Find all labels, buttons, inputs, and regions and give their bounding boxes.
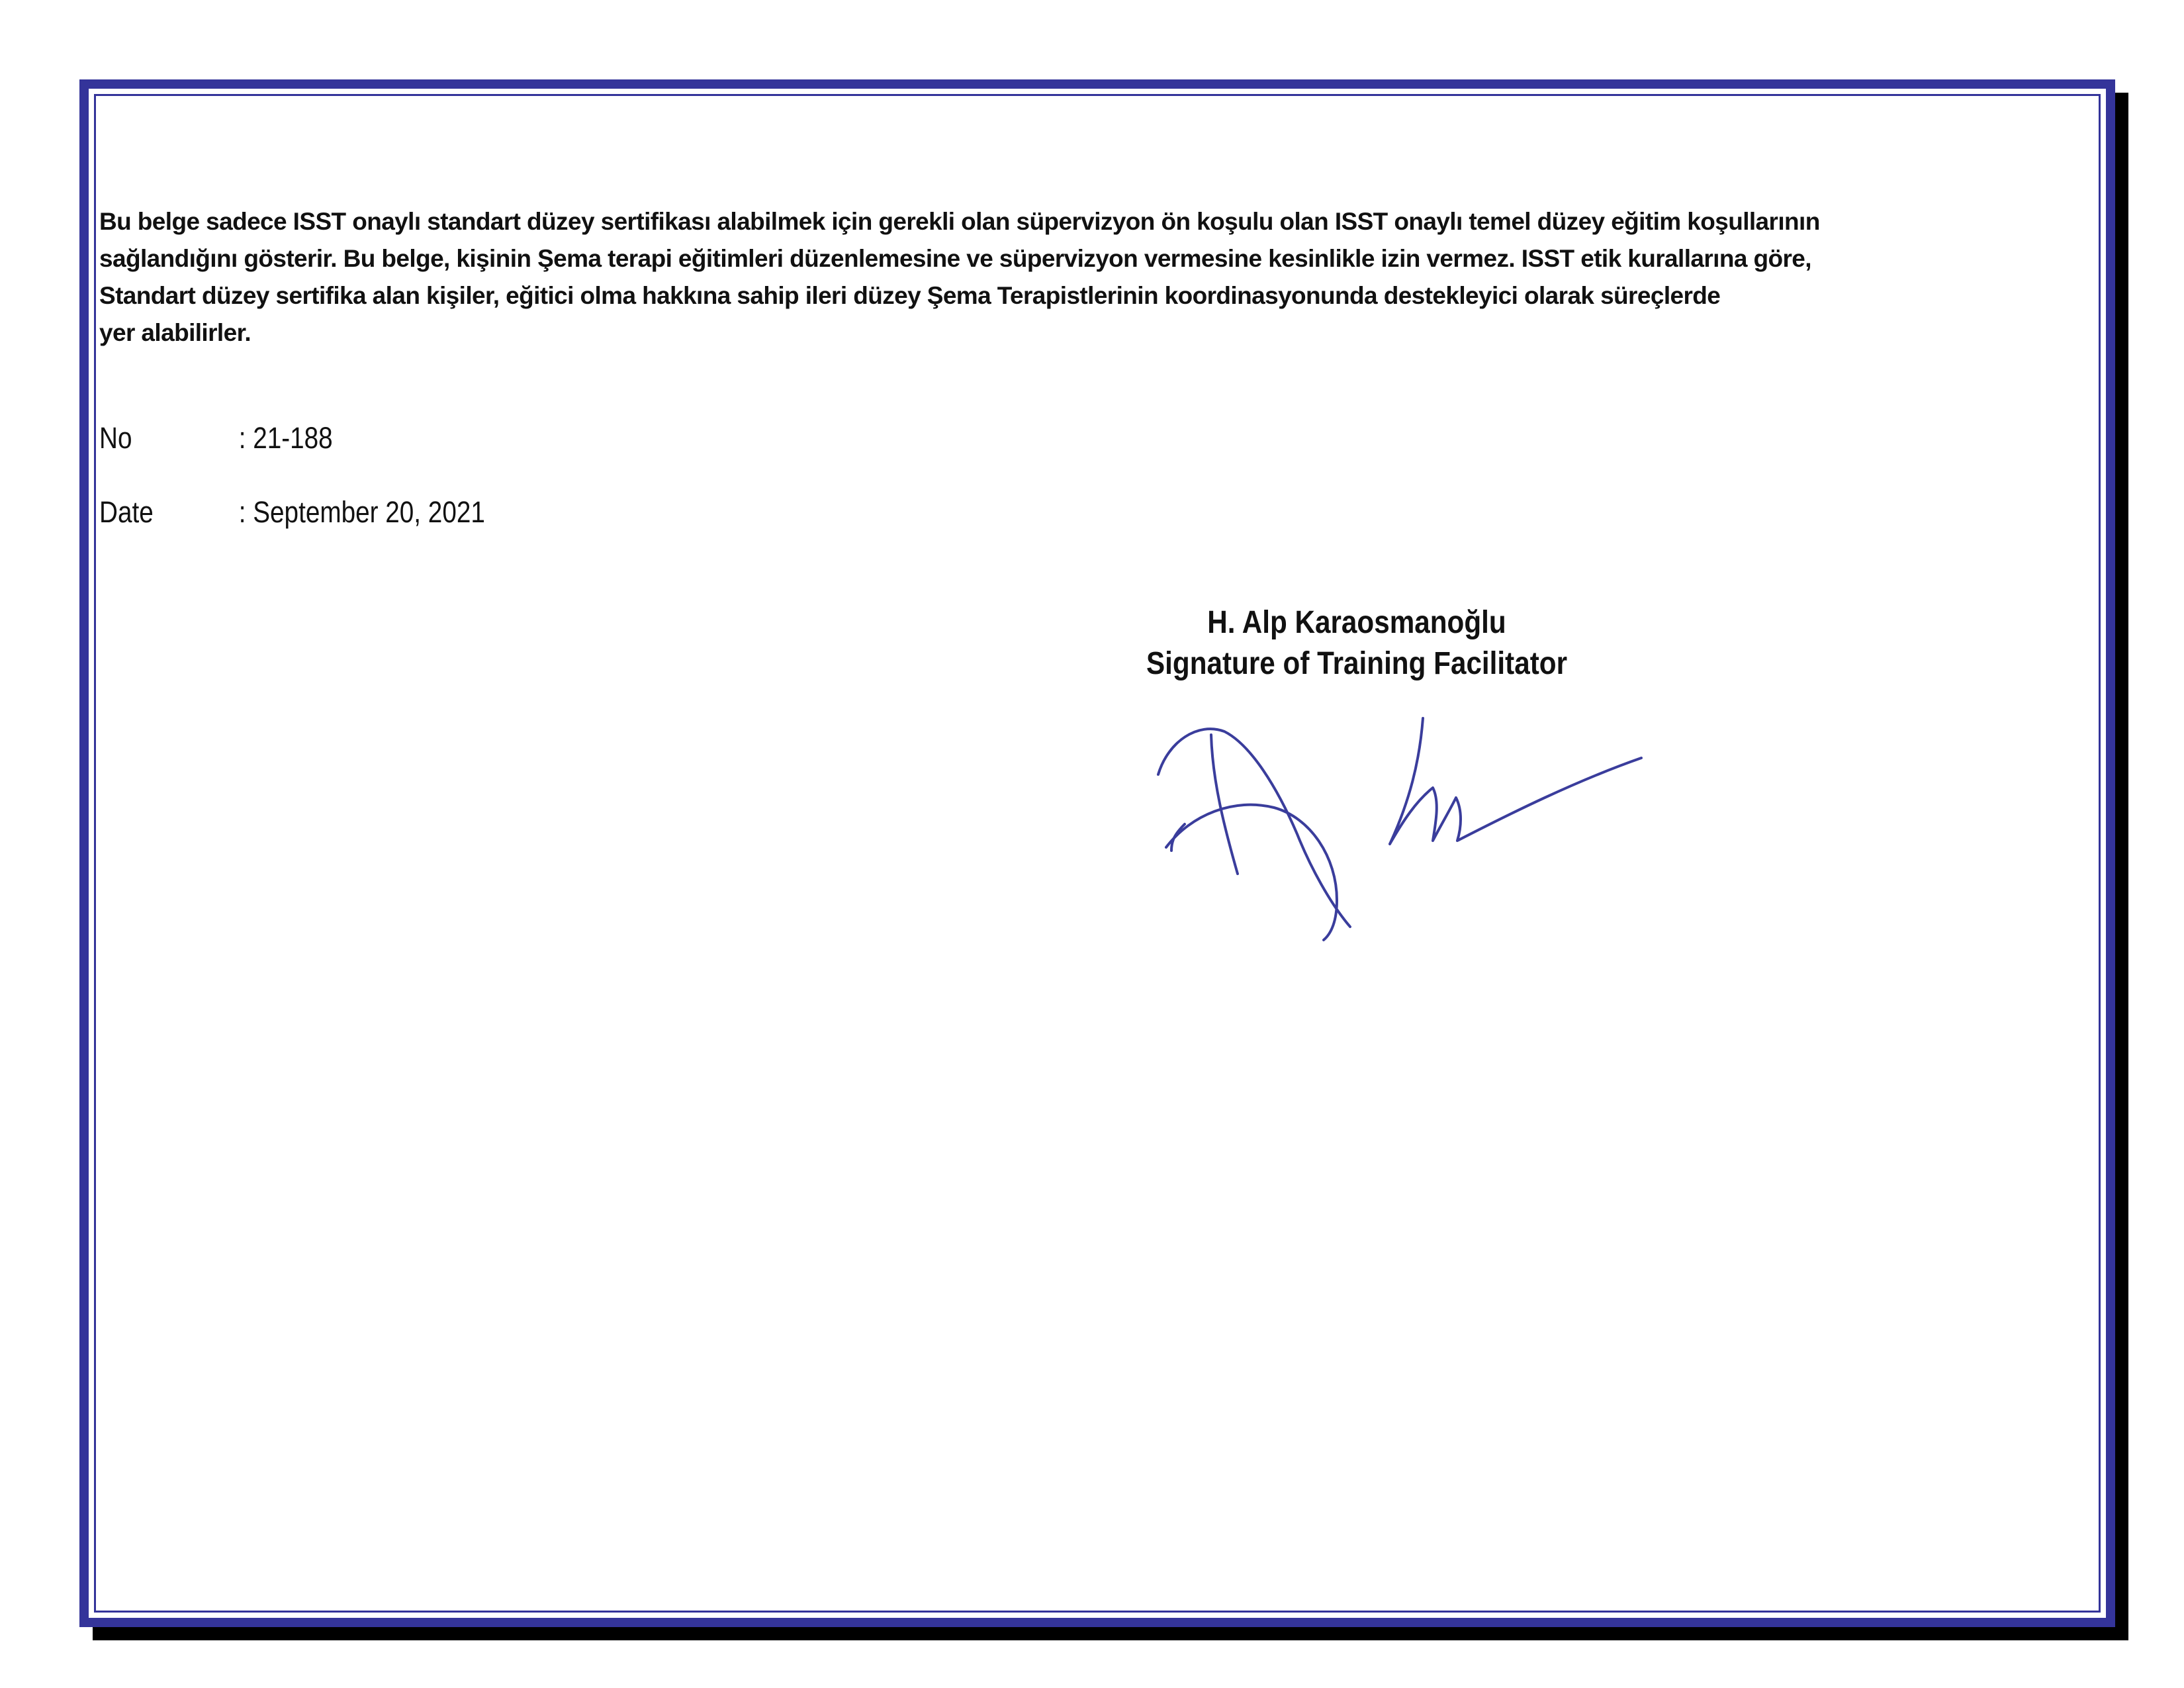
certificate-number-row	[99, 421, 333, 455]
notice-line: sağlandığını gösterir. Bu belge, kişinin Şema terapi eğitimleri düzenlemesine ve süpervizyon vermesine kesinlikle izin vermez. ISST etik kurallarına göre,	[99, 245, 1811, 272]
number-value: : 21-188	[238, 421, 333, 455]
signer-role: Signature of Training Facilitator	[1146, 646, 1568, 681]
date-label: Date	[99, 495, 154, 529]
notice-line: yer alabilirler.	[99, 319, 251, 346]
notice-line: Bu belge sadece ISST onaylı standart düzey sertifikası alabilmek için gerekli olan süpervizyon ön koşulu olan ISST onaylı temel düzey eğitim koşullarının	[99, 208, 1820, 235]
signer-block	[1059, 602, 1655, 684]
signer-name: H. Alp Karaosmanoğlu	[1207, 605, 1506, 640]
number-label: No	[99, 421, 132, 455]
notice-paragraph	[99, 203, 2085, 352]
notice-line: Standart düzey sertifika alan kişiler, eğitici olma hakkına sahip ileri düzey Şema Terapistlerinin koordinasyonunda destekleyici olarak süreçlerde	[99, 282, 1721, 309]
certificate-date-row	[99, 495, 485, 530]
date-value: : September 20, 2021	[238, 495, 485, 529]
handwritten-signature	[1138, 708, 1655, 953]
